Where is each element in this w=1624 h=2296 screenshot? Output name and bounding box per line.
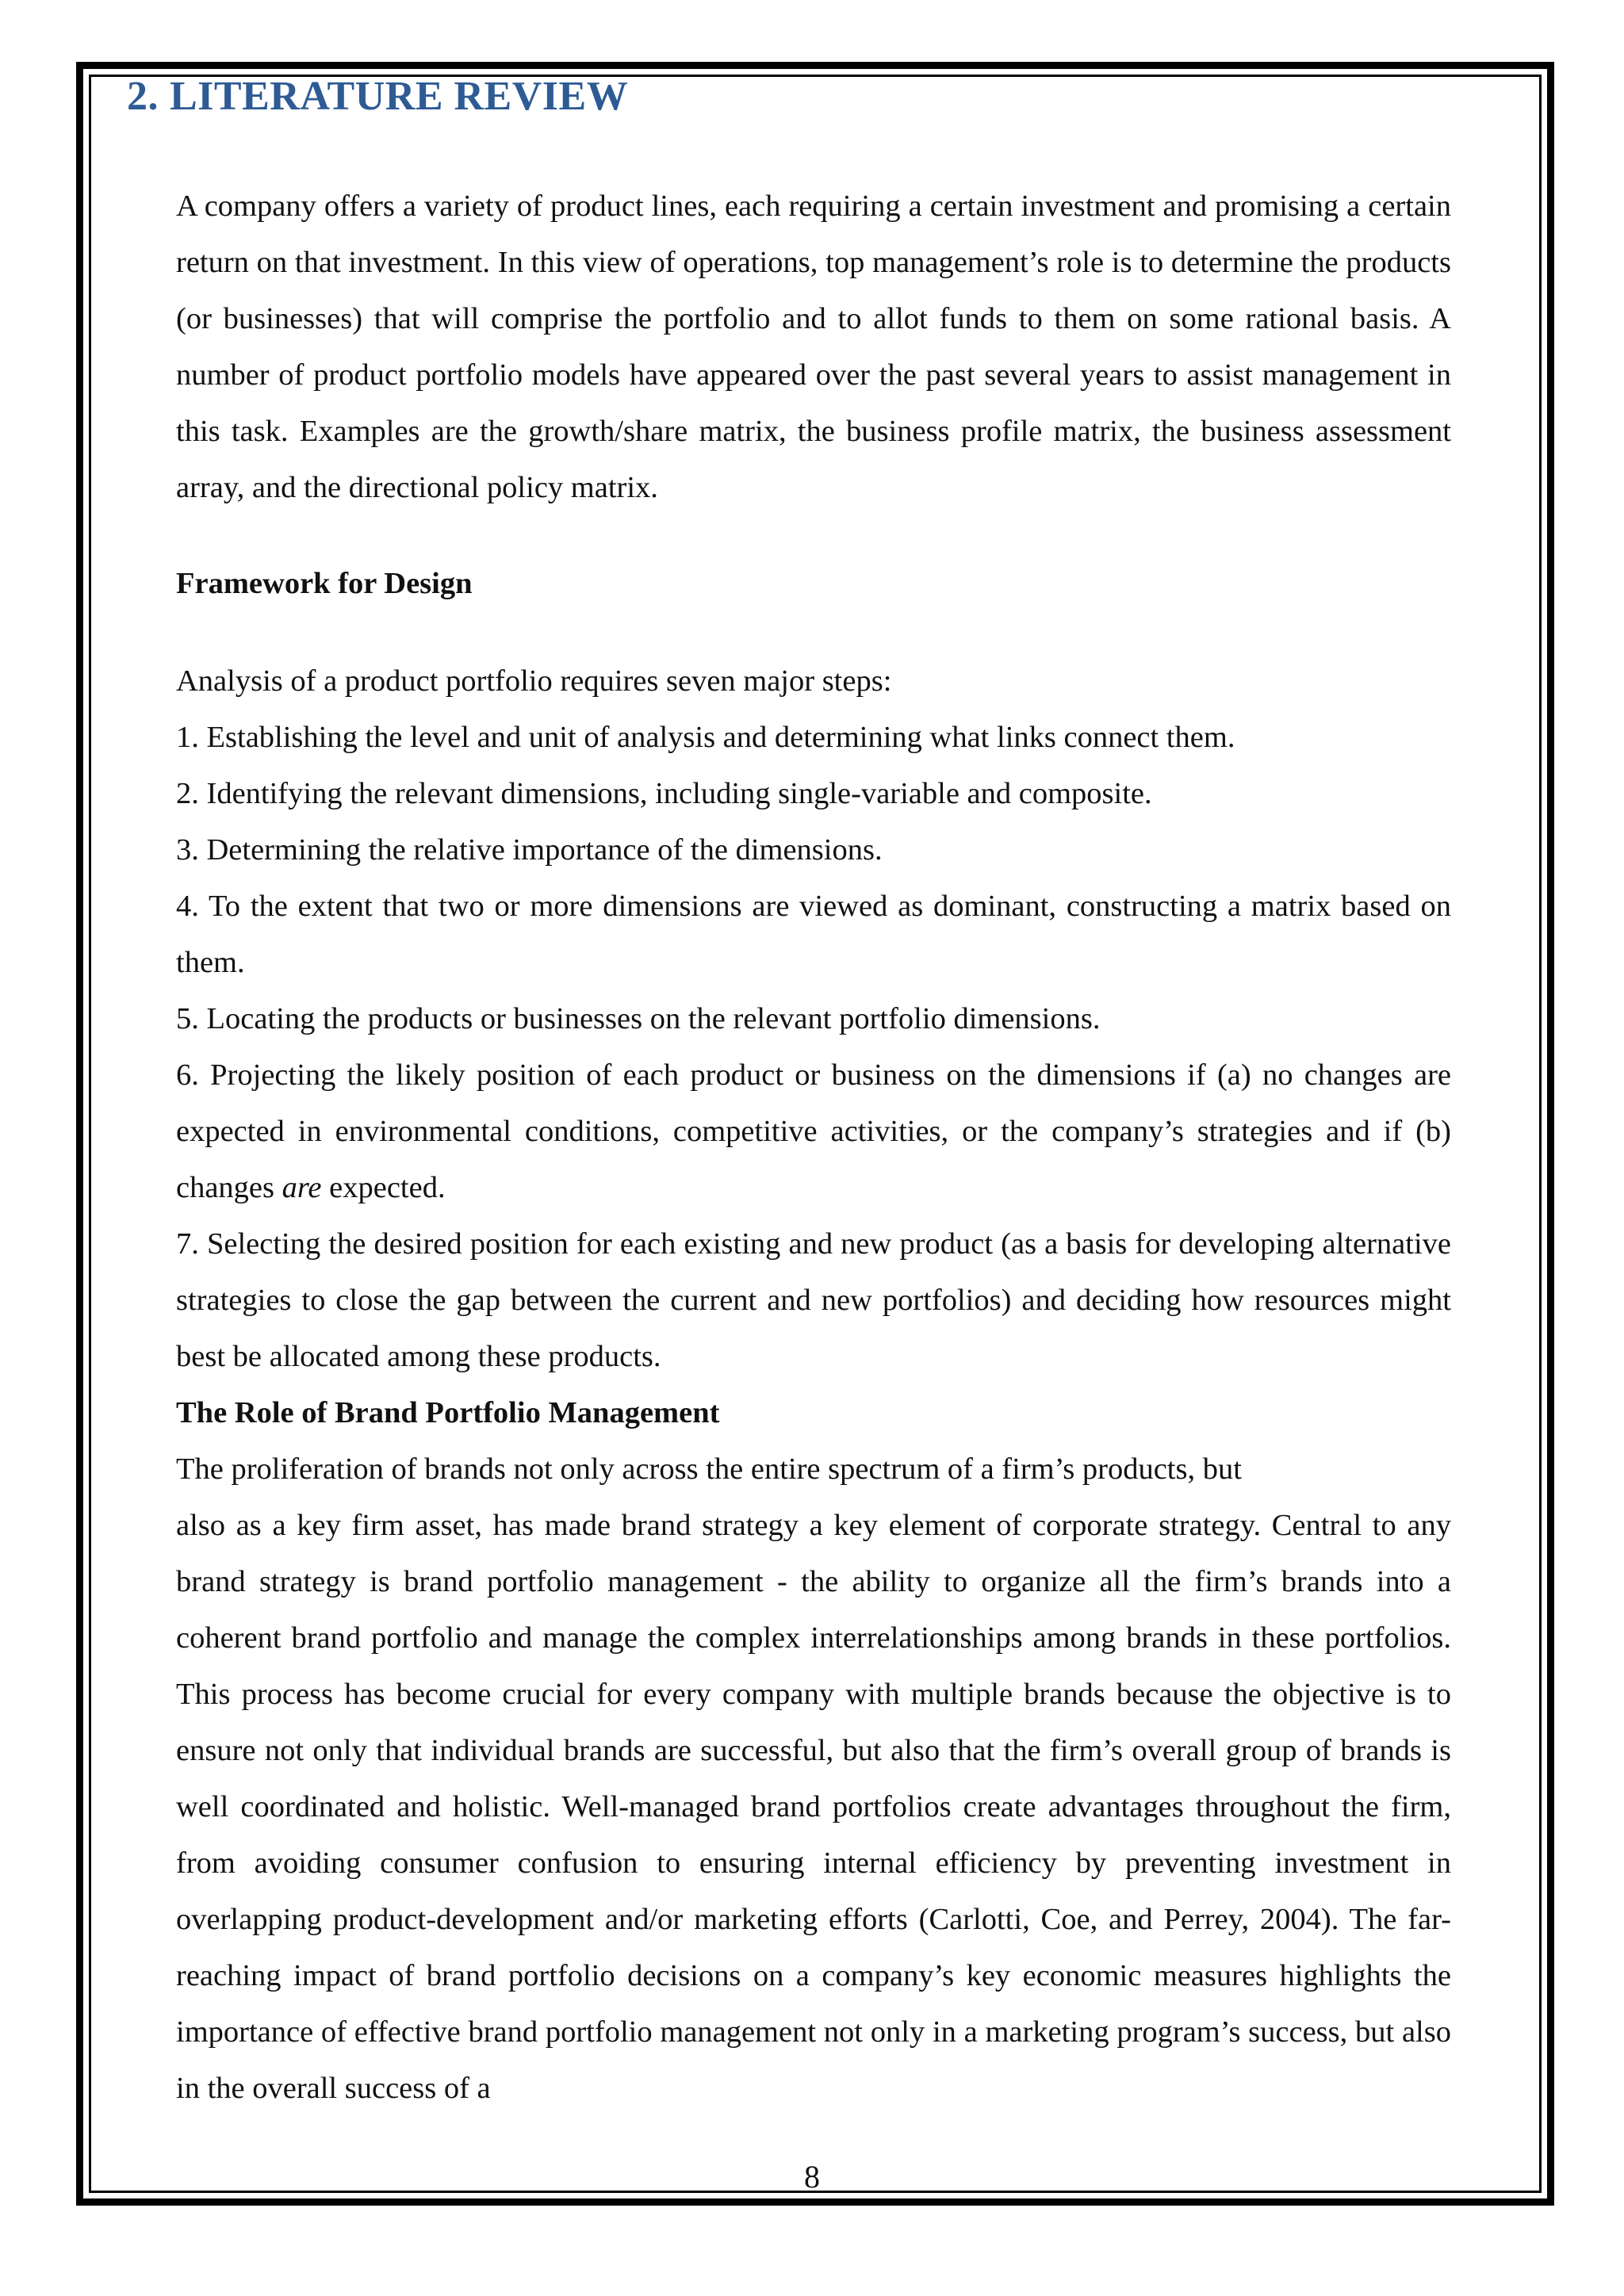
framework-subheading: Framework for Design <box>176 567 473 600</box>
page-number: 8 <box>804 2159 820 2195</box>
step6-emphasis: are <box>282 1171 322 1204</box>
framework-lead: Analysis of a product portfolio requires seven major steps: <box>176 664 892 698</box>
brand-portfolio-first-line: The proliferation of brands not only across the entire spectrum of a firm’s products, but <box>176 1452 1242 1486</box>
step-item: 1. Establishing the level and unit of analysis and determining what links connect them. <box>176 721 1235 754</box>
step6-text: 6. Projecting the likely position of each product or business on the dimensions if (a) no changes are expected in environmental conditions, competitive activities, or the company’s strategies and if (b) changes <box>176 1058 1451 1204</box>
step6-text-end: expected. <box>321 1171 446 1204</box>
step-item: 2. Identifying the relevant dimensions, including single-variable and composite. <box>176 777 1152 810</box>
brand-portfolio-paragraph: also as a key firm asset, has made brand strategy a key element of corporate strategy. Central to any brand strategy is brand portfolio management - the ability to organize all the firm’s brands into a coherent brand portfolio and manage the complex interrelationships among brands in these portfolios. This process has become crucial for every company with multiple brands because the objective is to ensure not only that individual brands are successful, but also that the firm’s overall group of brands is well coordinated and holistic. Well-managed brand portfolios create advantages throughout the firm, from avoiding consumer confusion to ensuring internal efficiency by preventing investment in overlapping product-development and/or marketing efforts (Carlotti, Coe, and Perrey, 2004). The far-reaching impact of brand portfolio decisions on a company’s key economic measures highlights the importance of effective brand portfolio management not only in a marketing program’s success, but also in the overall success of a <box>176 1509 1451 2105</box>
section-title: LITERATURE REVIEW <box>170 74 629 119</box>
step-item: 7. Selecting the desired position for each existing and new product (as a basis for developing alternative strategies to close the gap between the current and new portfolios) and deciding how resources might best be allocated among these products. <box>176 1227 1451 1373</box>
step-item: 4. To the extent that two or more dimensions are viewed as dominant, constructing a matrix based on them. <box>176 890 1451 979</box>
step-item: 3. Determining the relative importance of the dimensions. <box>176 833 883 867</box>
section-number: 2. <box>127 74 159 119</box>
spacer <box>176 612 1451 653</box>
section-heading <box>127 73 628 120</box>
document-body <box>176 178 1451 2117</box>
step-item <box>176 1047 1451 1216</box>
intro-paragraph: A company offers a variety of product lines, each requiring a certain investment and promising a certain return on that investment. In this view of operations, top management’s role is to determine the products (or businesses) that will comprise the portfolio and to allot funds to them on some rational basis. A number of product portfolio models have appeared over the past several years to assist management in this task. Examples are the growth/share matrix, the business profile matrix, the business assessment array, and the directional policy matrix. <box>176 189 1451 504</box>
step-item: 5. Locating the products or businesses on the relevant portfolio dimensions. <box>176 1002 1101 1035</box>
brand-portfolio-subheading: The Role of Brand Portfolio Management <box>176 1396 720 1429</box>
spacer <box>176 516 1451 556</box>
